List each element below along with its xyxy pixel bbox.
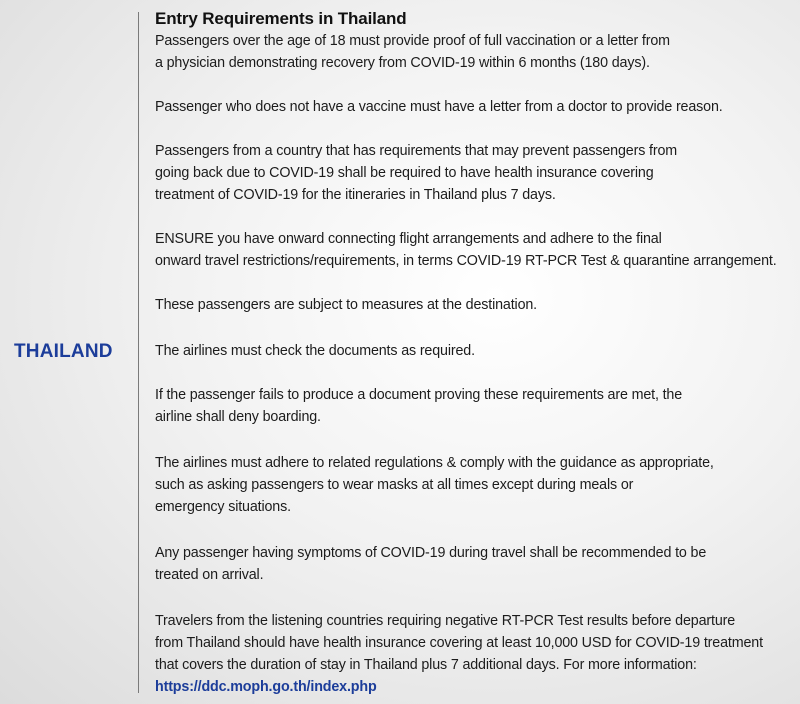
text-line: treatment of COVID-19 for the itineraries in Thailand plus 7 days. xyxy=(155,187,556,203)
paragraph-document-check xyxy=(155,340,795,362)
text-line: The airlines must adhere to related regulations & comply with the guidance as appropriate, xyxy=(155,455,714,471)
paragraph-onward-flight xyxy=(155,228,795,272)
text-line: Passengers over the age of 18 must provide proof of full vaccination or a letter from xyxy=(155,33,670,49)
text-line: Passenger who does not have a vaccine must have a letter from a doctor to provide reason. xyxy=(155,99,723,115)
paragraph-no-vaccine xyxy=(155,96,795,118)
paragraph-masks xyxy=(155,452,795,518)
page-title: Entry Requirements in Thailand xyxy=(155,9,407,28)
country-label: THAILAND xyxy=(14,341,113,362)
text-line: Passengers from a country that has requirements that may prevent passengers from xyxy=(155,143,678,159)
text-line: The airlines must check the documents as required. xyxy=(155,343,475,359)
paragraph-destination-measures xyxy=(155,294,795,316)
text-line: emergency situations. xyxy=(155,499,291,515)
text-line: onward travel restrictions/requirements, in terms COVID-19 RT-PCR Test & quarantine arrangement. xyxy=(155,253,777,269)
paragraph-travelers-insurance xyxy=(155,610,795,698)
text-line: treated on arrival. xyxy=(155,567,264,583)
vertical-divider xyxy=(138,12,139,693)
paragraph-symptoms xyxy=(155,542,795,586)
text-line: that covers the duration of stay in Thailand plus 7 additional days. For more information: xyxy=(155,657,697,673)
text-line: Travelers from the listening countries requiring negative RT-PCR Test results before departure xyxy=(155,613,736,629)
text-line: airline shall deny boarding. xyxy=(155,409,321,425)
text-line: going back due to COVID-19 shall be required to have health insurance covering xyxy=(155,165,654,181)
text-line: such as asking passengers to wear masks at all times except during meals or xyxy=(155,477,634,493)
text-line: a physician demonstrating recovery from COVID-19 within 6 months (180 days). xyxy=(155,55,650,71)
paragraph-vaccination xyxy=(155,30,795,74)
text-line: Any passenger having symptoms of COVID-19 during travel shall be recommended to be xyxy=(155,545,707,561)
text-line: from Thailand should have health insurance covering at least 10,000 USD for COVID-19 treatment xyxy=(155,635,763,651)
more-info-link[interactable]: https://ddc.moph.go.th/index.php xyxy=(155,679,377,695)
paragraph-deny-boarding xyxy=(155,384,795,428)
text-line: If the passenger fails to produce a document proving these requirements are met, the xyxy=(155,387,683,403)
paragraph-health-insurance xyxy=(155,140,795,206)
text-line: ENSURE you have onward connecting flight arrangements and adhere to the final xyxy=(155,231,662,247)
requirements-content xyxy=(155,8,795,698)
text-line: These passengers are subject to measures at the destination. xyxy=(155,297,538,313)
